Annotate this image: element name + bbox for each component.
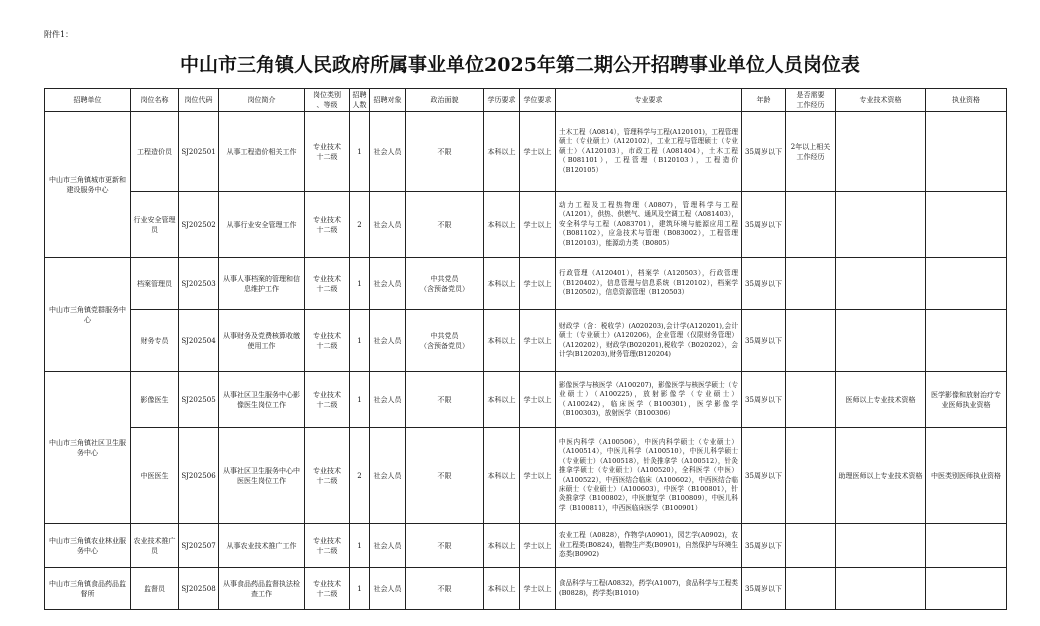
- post-experience: [786, 568, 836, 610]
- category-line2: 十二级: [316, 400, 338, 409]
- post-education: 本科以上: [484, 372, 520, 428]
- header-major: 专业要求: [556, 89, 742, 112]
- post-age: 35周岁以下: [742, 112, 786, 192]
- post-education: 本科以上: [484, 192, 520, 258]
- header-exp-line1: 是否需要: [796, 91, 825, 99]
- post-education: 本科以上: [484, 310, 520, 372]
- attachment-label: 附件1：: [44, 30, 74, 39]
- header-category-line1: 岗位类别: [313, 91, 341, 99]
- post-license: [926, 310, 1007, 372]
- table-row: [45, 258, 1007, 310]
- post-license: [926, 192, 1007, 258]
- post-tech: [836, 310, 926, 372]
- post-category: [305, 112, 350, 192]
- post-major: 土木工程（A0814），管理科学与工程(A120101)，工程管理硕士（专业硕士）（A120102），工业工程与管理硕士（专业硕士）（A120103），市政工程（A081404），土木工程（B081101），工程管理（B120103），工程造价（B120105）: [556, 112, 742, 192]
- post-degree: 学士以上: [520, 310, 556, 372]
- category-line1: 专业技术: [313, 215, 341, 224]
- post-intro: 从事工程造价相关工作: [219, 112, 305, 192]
- post-tech: [836, 112, 926, 192]
- post-major: 财政学（含：税收学）(A020203),会计学(A120201),会计硕士（专业硕士）(A120206)，企业管理（仅限财务管理）（A120202），财政学(B020201),税收学（B020202），会计学(B120203),财务管理(B120204): [556, 310, 742, 372]
- post-political: 不限: [406, 568, 484, 610]
- post-name: 工程造价员: [131, 112, 179, 192]
- post-code: SJ202507: [179, 524, 219, 568]
- post-experience: [786, 192, 836, 258]
- post-degree: 学士以上: [520, 192, 556, 258]
- post-name: 农业技术推广员: [131, 524, 179, 568]
- post-political: 不限: [406, 428, 484, 524]
- post-experience: 2年以上相关工作经历: [786, 112, 836, 192]
- post-code: SJ202502: [179, 192, 219, 258]
- header-category: [305, 89, 350, 112]
- category-line1: 专业技术: [313, 536, 341, 545]
- post-age: 35周岁以下: [742, 372, 786, 428]
- post-education: 本科以上: [484, 428, 520, 524]
- post-education: 本科以上: [484, 524, 520, 568]
- post-code: SJ202508: [179, 568, 219, 610]
- post-target: 社会人员: [370, 524, 406, 568]
- category-line2: 十二级: [316, 476, 338, 485]
- post-degree: 学士以上: [520, 112, 556, 192]
- post-political: 不限: [406, 112, 484, 192]
- post-political: [406, 310, 484, 372]
- post-count: 1: [350, 310, 370, 372]
- post-category: [305, 372, 350, 428]
- post-degree: 学士以上: [520, 524, 556, 568]
- category-line2: 十二级: [316, 341, 338, 350]
- political-line2: （含预备党员）: [420, 341, 469, 350]
- post-age: 35周岁以下: [742, 310, 786, 372]
- post-license: [926, 568, 1007, 610]
- category-line2: 十二级: [316, 546, 338, 555]
- table-row: [45, 524, 1007, 568]
- post-tech: [836, 568, 926, 610]
- post-experience: [786, 372, 836, 428]
- header-post-code: 岗位代码: [179, 89, 219, 112]
- post-name: 财务专员: [131, 310, 179, 372]
- table-row: [45, 192, 1007, 258]
- category-line1: 专业技术: [313, 274, 341, 283]
- post-intro: 从事财务及党费核算收缴使用工作: [219, 310, 305, 372]
- header-row: [45, 89, 1007, 112]
- post-tech: [836, 258, 926, 310]
- header-exp-line2: 工作经历: [796, 101, 825, 109]
- post-political: 不限: [406, 524, 484, 568]
- category-line1: 专业技术: [313, 579, 341, 588]
- post-license: [926, 524, 1007, 568]
- header-count: [350, 89, 370, 112]
- post-experience: [786, 524, 836, 568]
- post-intro: 从事行业安全管理工作: [219, 192, 305, 258]
- post-age: 35周岁以下: [742, 568, 786, 610]
- post-license: [926, 258, 1007, 310]
- post-count: 2: [350, 428, 370, 524]
- unit-cell: 中山市三角镇城市更新和建设服务中心: [45, 112, 131, 258]
- header-license: 执业资格: [926, 89, 1007, 112]
- category-line2: 十二级: [316, 284, 338, 293]
- unit-cell: 中山市三角镇食品药品监督所: [45, 568, 131, 610]
- post-count: 1: [350, 568, 370, 610]
- post-tech: 医师以上专业技术资格: [836, 372, 926, 428]
- post-name: 档案管理员: [131, 258, 179, 310]
- post-category: [305, 568, 350, 610]
- table-row: [45, 372, 1007, 428]
- post-degree: 学士以上: [520, 428, 556, 524]
- header-count-line2: 人数: [352, 101, 367, 109]
- header-education: 学历要求: [484, 89, 520, 112]
- post-name: 监督员: [131, 568, 179, 610]
- post-intro: 从事社区卫生服务中心中医医生岗位工作: [219, 428, 305, 524]
- header-political: 政治面貌: [406, 89, 484, 112]
- post-count: 2: [350, 192, 370, 258]
- header-intro: 岗位简介: [219, 89, 305, 112]
- table-row: [45, 112, 1007, 192]
- post-license: [926, 112, 1007, 192]
- post-degree: 学士以上: [520, 258, 556, 310]
- post-education: 本科以上: [484, 112, 520, 192]
- post-category: [305, 524, 350, 568]
- unit-cell: 中山市三角镇党群服务中心: [45, 258, 131, 372]
- post-intro: 从事人事档案的管理和信息维护工作: [219, 258, 305, 310]
- post-count: 1: [350, 112, 370, 192]
- post-major: 行政管理（A120401），档案学（A120503），行政管理（B120402），信息管理与信息系统（B120102），档案学（B120502），信息资源管理（B120503）: [556, 258, 742, 310]
- post-code: SJ202506: [179, 428, 219, 524]
- post-experience: [786, 258, 836, 310]
- post-tech: 助理医师以上专业技术资格: [836, 428, 926, 524]
- post-experience: [786, 428, 836, 524]
- post-category: [305, 258, 350, 310]
- post-count: 1: [350, 524, 370, 568]
- category-line2: 十二级: [316, 225, 338, 234]
- political-line1: 中共党员: [430, 331, 459, 340]
- table-row: [45, 428, 1007, 524]
- post-code: SJ202505: [179, 372, 219, 428]
- post-license: 中医类别医师执业资格: [926, 428, 1007, 524]
- post-intro: 从事农业技术推广工作: [219, 524, 305, 568]
- post-education: 本科以上: [484, 568, 520, 610]
- post-target: 社会人员: [370, 258, 406, 310]
- category-line2: 十二级: [316, 589, 338, 598]
- category-line1: 专业技术: [313, 331, 341, 340]
- political-line2: （含预备党员）: [420, 284, 469, 293]
- post-age: 35周岁以下: [742, 192, 786, 258]
- unit-cell: 中山市三角镇农业林业服务中心: [45, 524, 131, 568]
- post-political: [406, 258, 484, 310]
- post-target: 社会人员: [370, 568, 406, 610]
- post-major: 影像医学与核医学（A100207)，影像医学与核医学硕士（专业硕士）（A100225)，放射影像学（专业硕士）（A100242)，临床医学（B100301)，医学影像学（B100303)，放射医学（B100306）: [556, 372, 742, 428]
- post-degree: 学士以上: [520, 372, 556, 428]
- political-line1: 中共党员: [430, 274, 459, 283]
- unit-cell: 中山市三角镇社区卫生服务中心: [45, 372, 131, 524]
- header-count-line1: 招聘: [352, 91, 367, 99]
- post-target: 社会人员: [370, 428, 406, 524]
- header-unit: 招聘单位: [45, 89, 131, 112]
- category-line1: 专业技术: [313, 142, 341, 151]
- post-code: SJ202503: [179, 258, 219, 310]
- header-experience: [786, 89, 836, 112]
- post-target: 社会人员: [370, 372, 406, 428]
- post-political: 不限: [406, 372, 484, 428]
- table-row: [45, 568, 1007, 610]
- post-degree: 学士以上: [520, 568, 556, 610]
- post-intro: 从事社区卫生服务中心影像医生岗位工作: [219, 372, 305, 428]
- post-age: 35周岁以下: [742, 258, 786, 310]
- post-major: 动力工程及工程热物理（A0807)，管理科学与工程（A1201），供热、供燃气、通风及空调工程（A081403），安全科学与工程（A083701），建筑环境与能源应用工程（B081102），应急技术与管理（B083002），工程管理（B120103），能源动力类（B0805）: [556, 192, 742, 258]
- post-experience: [786, 310, 836, 372]
- post-license: 医学影像和放射治疗专业医师执业资格: [926, 372, 1007, 428]
- post-tech: [836, 524, 926, 568]
- post-name: 行业安全管理员: [131, 192, 179, 258]
- post-count: 1: [350, 258, 370, 310]
- post-major: 食品科学与工程(A0832)，药学(A1007)，食品科学与工程类(B0828)，药学类(B1010): [556, 568, 742, 610]
- post-age: 35周岁以下: [742, 428, 786, 524]
- post-intro: 从事食品药品监督执法检查工作: [219, 568, 305, 610]
- post-political: 不限: [406, 192, 484, 258]
- post-major: 农业工程（A0828），作物学(A0901)，园艺学(A0902)，农业工程类(B0824)，植物生产类(B0901)，自然保护与环境生态类(B0902): [556, 524, 742, 568]
- post-target: 社会人员: [370, 192, 406, 258]
- post-target: 社会人员: [370, 112, 406, 192]
- header-post-name: 岗位名称: [131, 89, 179, 112]
- recruitment-table: [44, 88, 1007, 610]
- post-category: [305, 310, 350, 372]
- post-major: 中医内科学（A100506），中医内科学硕士（专业硕士）（A100514），中医儿科学（A100510），中医儿科学硕士（专业硕士）（A100518），针灸推拿学（A100512），针灸推拿学硕士（专业硕士）（A100520），全科医学（中医）（A100522），中西医结合临床（A100602），中西医结合临床硕士（专业硕士）（A100603），中医学（B100801），针灸推拿学（B100802），中医康复学（B100809），中医儿科学（B100811），中西医临床医学（B100901）: [556, 428, 742, 524]
- post-category: [305, 428, 350, 524]
- post-code: SJ202504: [179, 310, 219, 372]
- header-category-line2: 、等级: [316, 101, 338, 109]
- post-count: 1: [350, 372, 370, 428]
- post-code: SJ202501: [179, 112, 219, 192]
- category-line1: 专业技术: [313, 390, 341, 399]
- table-row: [45, 310, 1007, 372]
- post-target: 社会人员: [370, 310, 406, 372]
- header-tech: 专业技术资格: [836, 89, 926, 112]
- post-age: 35周岁以下: [742, 524, 786, 568]
- category-line1: 专业技术: [313, 466, 341, 475]
- post-name: 影像医生: [131, 372, 179, 428]
- page-title: 中山市三角镇人民政府所属事业单位2025年第二期公开招聘事业单位人员岗位表: [180, 54, 860, 76]
- header-degree: 学位要求: [520, 89, 556, 112]
- post-tech: [836, 192, 926, 258]
- post-name: 中医医生: [131, 428, 179, 524]
- post-category: [305, 192, 350, 258]
- header-age: 年龄: [742, 89, 786, 112]
- post-education: 本科以上: [484, 258, 520, 310]
- header-target: 招聘对象: [370, 89, 406, 112]
- category-line2: 十二级: [316, 152, 338, 161]
